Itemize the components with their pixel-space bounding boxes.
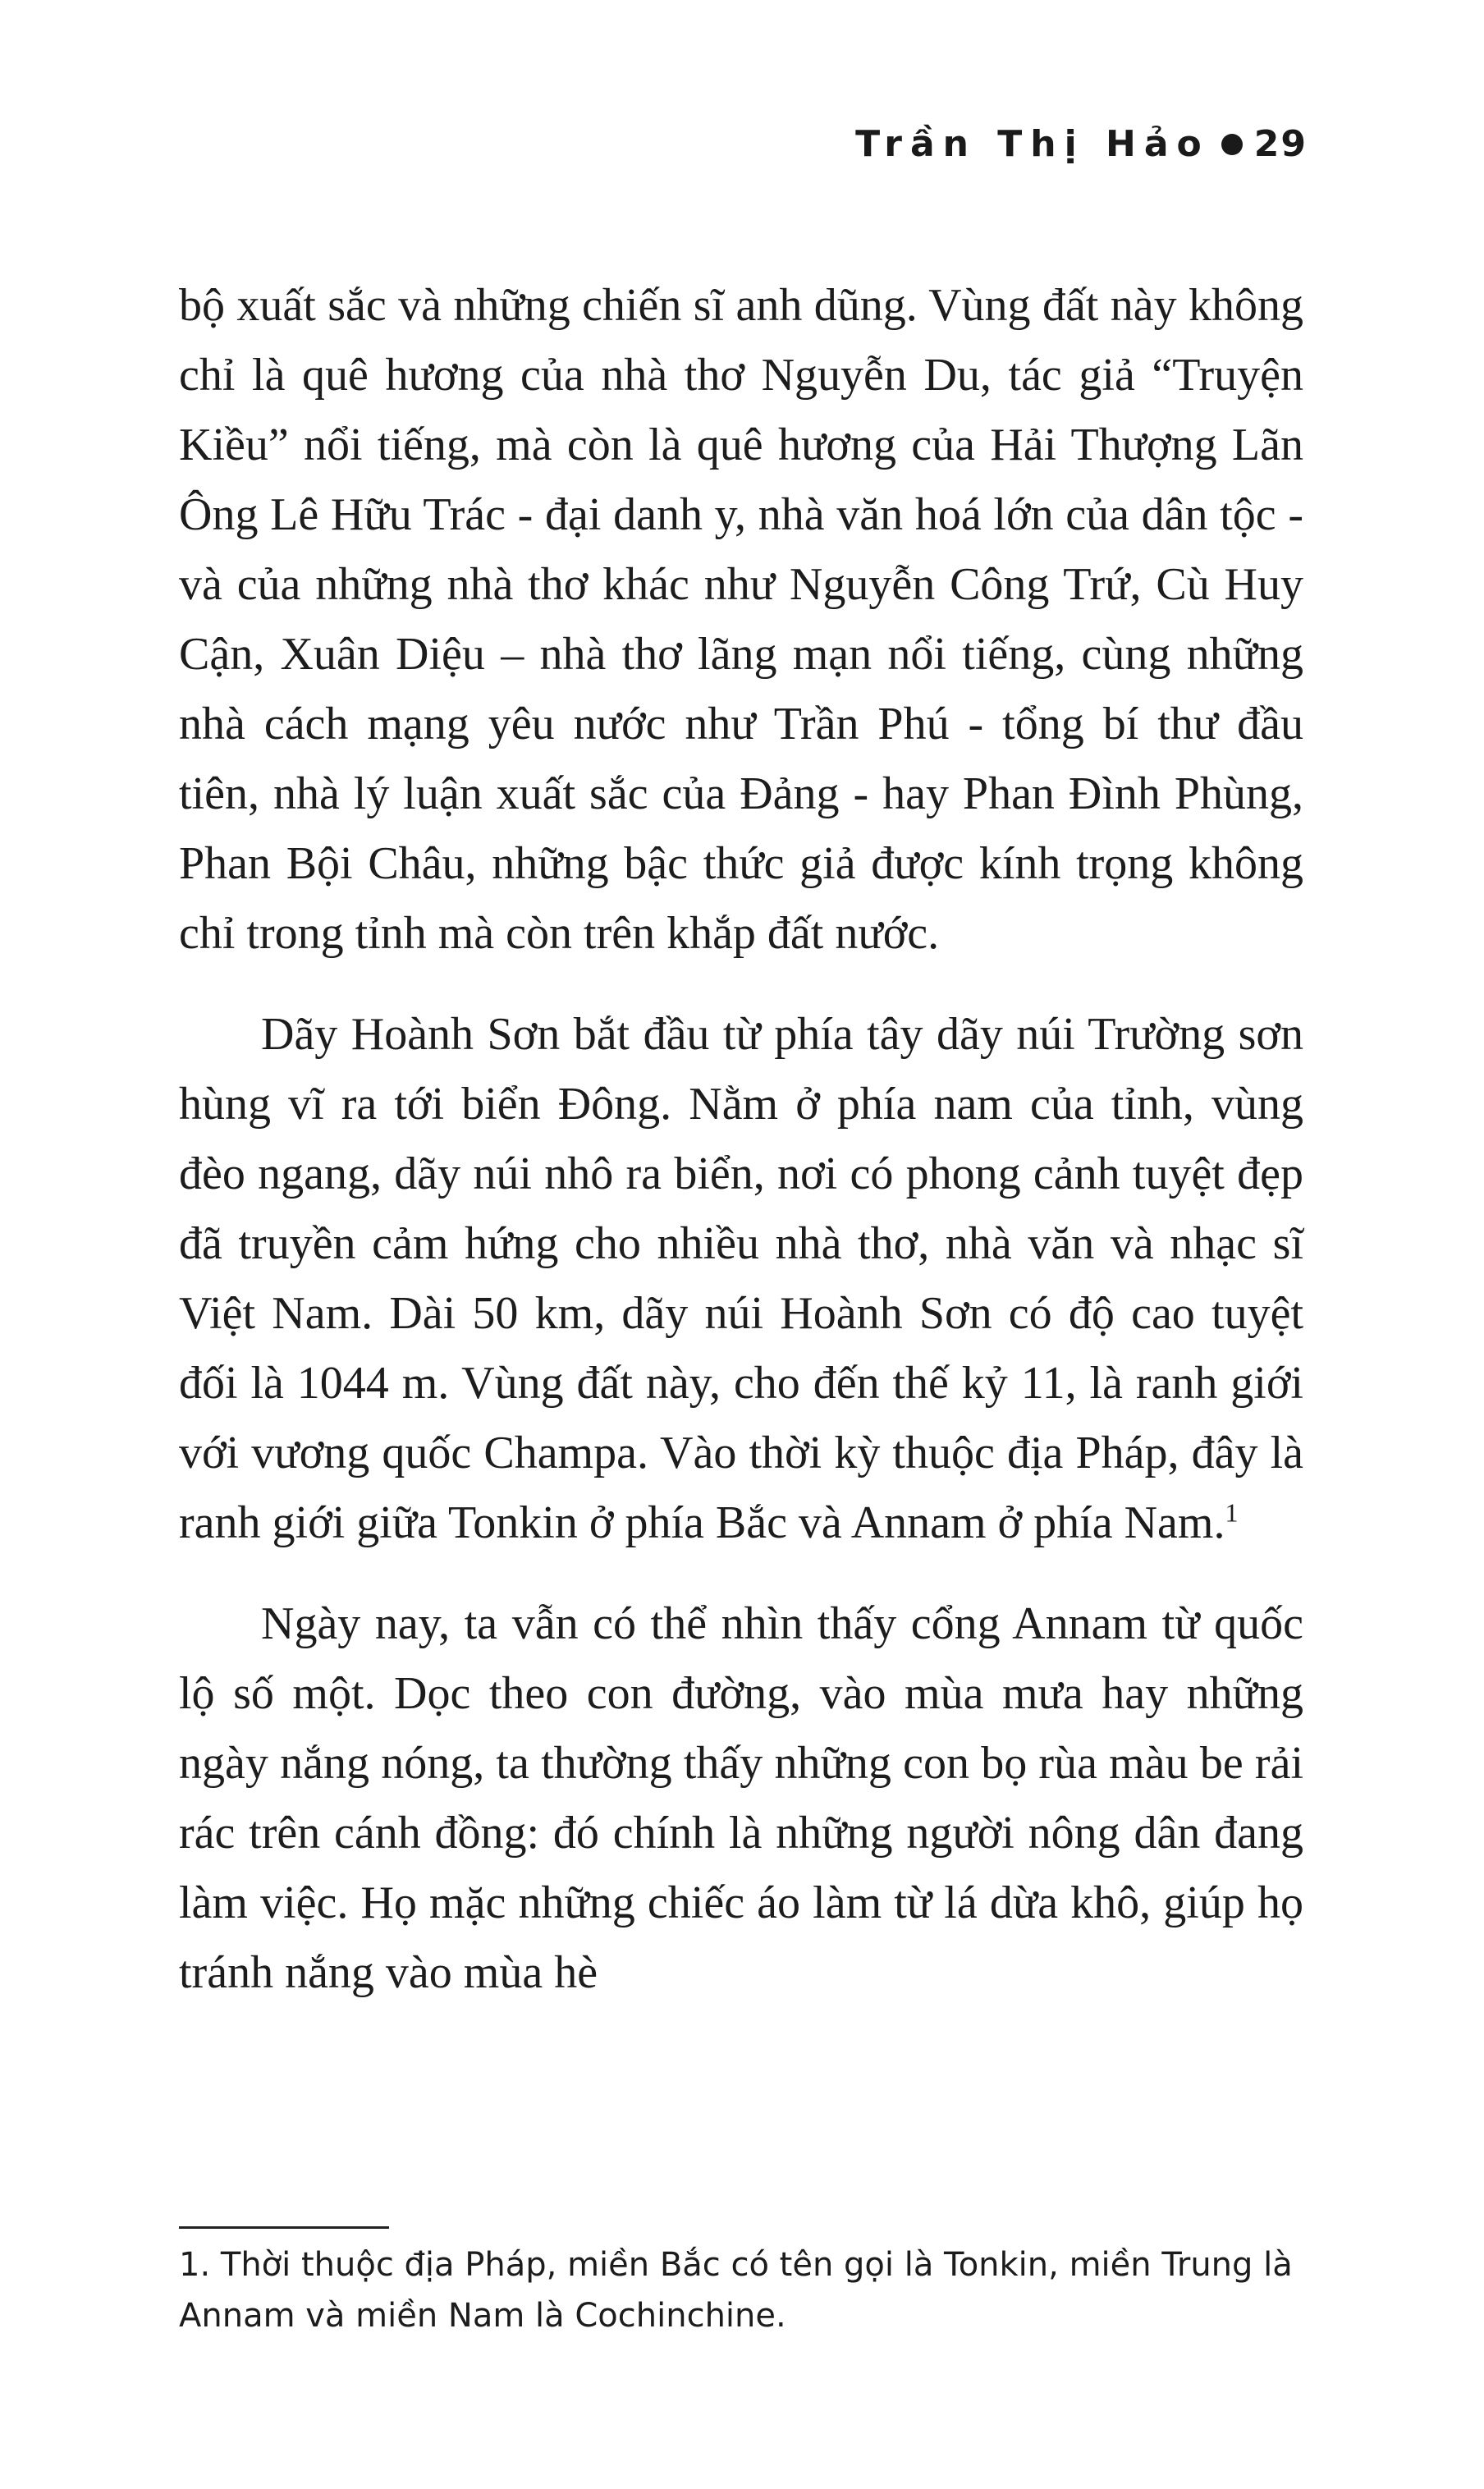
bullet-dot-icon	[1221, 134, 1243, 155]
footnote-reference: 1	[1225, 1497, 1239, 1528]
paragraph-3: Ngày nay, ta vẫn có thể nhìn thấy cổng Annam từ quốc lộ số một. Dọc theo con đường, vào mùa mưa hay những ngày nắng nóng, ta thường thấy những con bọ rùa màu be rải rác trên cánh đồng: đó chính là những người nông dân đang làm việc. Họ mặc những chiếc áo làm từ lá dừa khô, giúp họ tránh nắng vào mùa hè	[179, 1598, 1303, 1998]
footnote: 1. Thời thuộc địa Pháp, miền Bắc có tên gọi là Tonkin, miền Trung là Annam và miền Nam là Cochinchine.	[179, 2246, 1293, 2335]
footnote-divider	[179, 2226, 389, 2229]
page-number: 29	[1253, 123, 1308, 165]
running-head	[855, 123, 1308, 165]
paragraph-2-text: Dãy Hoành Sơn bắt đầu từ phía tây dãy núi Trường sơn hùng vĩ ra tới biển Đông. Nằm ở phía nam của tỉnh, vùng đèo ngang, dãy núi nhô ra biển, nơi có phong cảnh tuyệt đẹp đã truyền cảm hứng cho nhiều nhà thơ, nhà văn và nhạc sĩ Việt Nam. Dài 50 km, dãy núi Hoành Sơn có độ cao tuyệt đối là 1044 m. Vùng đất này, cho đến thế kỷ 11, là ranh giới với vương quốc Champa. Vào thời kỳ thuộc địa Pháp, đây là ranh giới giữa Tonkin ở phía Bắc và Annam ở phía Nam.	[179, 1009, 1303, 1548]
paragraph-2	[179, 1000, 1303, 1558]
paragraph-1: bộ xuất sắc và những chiến sĩ anh dũng. Vùng đất này không chỉ là quê hương của nhà thơ Nguyễn Du, tác giả “Truyện Kiều” nổi tiếng, mà còn là quê hương của Hải Thượng Lãn Ông Lê Hữu Trác - đại danh y, nhà văn hoá lớn của dân tộc - và của những nhà thơ khác như Nguyễn Công Trứ, Cù Huy Cận, Xuân Diệu – nhà thơ lãng mạn nổi tiếng, cùng những nhà cách mạng yêu nước như Trần Phú - tổng bí thư đầu tiên, nhà lý luận xuất sắc của Đảng - hay Phan Đình Phùng, Phan Bội Châu, những bậc thức giả được kính trọng không chỉ trong tỉnh mà còn trên khắp đất nước.	[179, 280, 1303, 959]
body-text	[179, 271, 1303, 2008]
running-head-author: Trần Thị Hảo	[855, 123, 1210, 165]
